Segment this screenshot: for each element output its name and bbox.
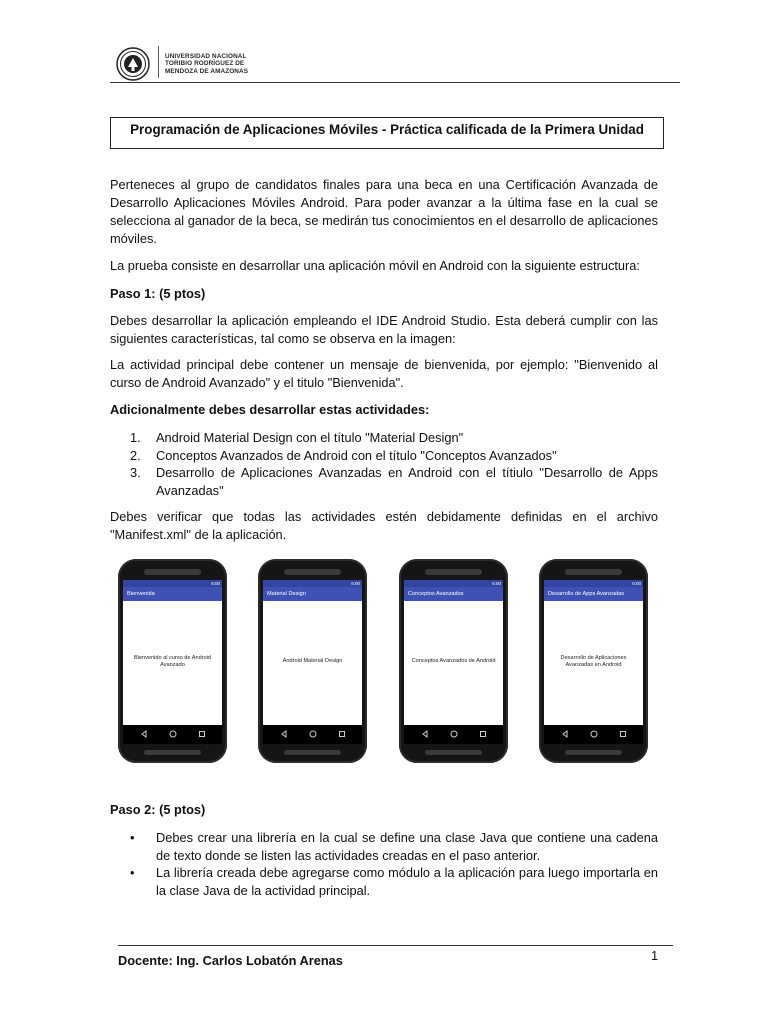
page-header bbox=[110, 42, 680, 83]
activities-list bbox=[130, 429, 658, 499]
list-item bbox=[130, 829, 658, 864]
phone-mockup bbox=[399, 559, 508, 763]
document-title: Programación de Aplicaciones Móviles - Práctica calificada de la Primera Unidad bbox=[130, 122, 644, 137]
page-number: 1 bbox=[651, 948, 659, 963]
phone-speaker bbox=[284, 569, 341, 575]
list-item bbox=[130, 464, 658, 499]
list-item-text: Conceptos Avanzados de Android con el título "Conceptos Avanzados" bbox=[156, 447, 557, 463]
status-bar bbox=[544, 580, 643, 587]
step1-heading: Paso 1: (5 ptos) bbox=[110, 286, 206, 301]
footer-divider bbox=[118, 945, 673, 946]
list-item bbox=[130, 864, 658, 899]
status-bar bbox=[263, 580, 362, 587]
activity-message: Conceptos Avanzados de Android bbox=[411, 658, 496, 664]
manifest-paragraph: Debes verificar que todas las actividades estén debidamente definidas en el archivo "Manifest.xml" de la aplicación. bbox=[110, 509, 658, 542]
phone-mockup bbox=[118, 559, 227, 763]
activity-message: Desarrollo de Aplicaciones Avanzadas en Android bbox=[560, 655, 627, 668]
app-bar-title: Bienvenida bbox=[127, 591, 155, 597]
bullet-marker: • bbox=[130, 830, 135, 845]
list-number: 2. bbox=[130, 447, 141, 463]
university-name-line2: TORIBIO RODRÍGUEZ DE bbox=[165, 60, 245, 68]
phone-speaker bbox=[425, 569, 482, 575]
app-bar-title: Material Design bbox=[267, 591, 306, 597]
nav-bar bbox=[123, 725, 222, 744]
university-name-line3: MENDOZA DE AMAZONAS bbox=[165, 67, 249, 75]
phone-speaker bbox=[144, 569, 201, 575]
phone-mockup bbox=[258, 559, 367, 763]
recent-apps-icon[interactable] bbox=[618, 729, 628, 739]
step2-heading: Paso 2: (5 ptos) bbox=[110, 802, 206, 817]
step1-paragraph: Debes desarrollar la aplicación empleando el IDE Android Studio. Esta deberá cumplir con las siguientes características, tal como se observa en la imagen: bbox=[110, 313, 658, 346]
phone-screen bbox=[544, 580, 643, 744]
back-icon[interactable] bbox=[139, 729, 149, 739]
app-bar-title: Desarrollo de Apps Avanzadas bbox=[548, 591, 625, 597]
phone-screen bbox=[404, 580, 503, 744]
phone-screen bbox=[123, 580, 222, 744]
phone-speaker bbox=[425, 750, 482, 755]
nav-bar bbox=[544, 725, 643, 744]
phone-speaker bbox=[284, 750, 341, 755]
back-icon[interactable] bbox=[420, 729, 430, 739]
app-bar bbox=[123, 587, 222, 601]
university-seal-icon bbox=[116, 47, 150, 81]
university-name bbox=[165, 53, 248, 75]
recent-apps-icon[interactable] bbox=[337, 729, 347, 739]
app-bar-title: Conceptos Avanzados bbox=[408, 591, 464, 597]
list-number: 3. bbox=[130, 465, 141, 480]
intro-paragraph: Perteneces al grupo de candidatos finales para una beca en una Certificación Avanzada de Desarrollo Aplicaciones Móviles Android. Para poder avanzar a la última fase en la cual se selecciona al ganador de la beca, se medirán tus conocimientos en el desarrollo de aplicaciones móviles. bbox=[110, 177, 658, 246]
status-time: 6:00 bbox=[211, 581, 220, 586]
list-item-text: Debes crear una librería en la cual se define una clase Java que contiene una cadena de texto donde se listen las actividades creadas en el paso anterior. bbox=[156, 830, 658, 863]
list-item-text: Android Material Design con el título "Material Design" bbox=[156, 430, 464, 445]
welcome-paragraph: La actividad principal debe contener un mensaje de bienvenida, por ejemplo: "Bienvenido al curso de Android Avanzado" y el titulo "Bienvenida". bbox=[110, 357, 658, 390]
additional-activities-heading: Adicionalmente debes desarrollar estas actividades: bbox=[110, 402, 430, 417]
phones-figure bbox=[118, 559, 652, 763]
nav-bar bbox=[404, 725, 503, 744]
app-bar bbox=[263, 587, 362, 601]
activity-message: Android Material Design bbox=[282, 658, 343, 664]
list-item bbox=[130, 447, 658, 465]
activity-message: Bienvenido al curso de Android Avanzado bbox=[133, 655, 212, 668]
university-name-line1: UNIVERSIDAD NACIONAL bbox=[165, 53, 247, 60]
status-bar bbox=[123, 580, 222, 587]
status-time: 6:00 bbox=[351, 581, 360, 586]
recent-apps-icon[interactable] bbox=[197, 729, 207, 739]
status-time: 6:00 bbox=[492, 581, 501, 586]
nav-bar bbox=[263, 725, 362, 744]
home-icon[interactable] bbox=[168, 729, 178, 739]
back-icon[interactable] bbox=[560, 729, 570, 739]
home-icon[interactable] bbox=[589, 729, 599, 739]
phone-speaker bbox=[565, 569, 622, 575]
phone-mockup bbox=[539, 559, 648, 763]
status-bar bbox=[404, 580, 503, 587]
list-number: 1. bbox=[130, 430, 141, 445]
list-item bbox=[130, 429, 658, 447]
recent-apps-icon[interactable] bbox=[478, 729, 488, 739]
title-box bbox=[110, 117, 664, 149]
phone-screen bbox=[263, 580, 362, 744]
header-divider bbox=[158, 46, 159, 78]
phone-speaker bbox=[144, 750, 201, 755]
footer-docente: Docente: Ing. Carlos Lobatón Arenas bbox=[118, 953, 343, 968]
status-time: 6:00 bbox=[632, 581, 641, 586]
app-bar bbox=[544, 587, 643, 601]
structure-paragraph: La prueba consiste en desarrollar una aplicación móvil en Android con la siguiente estructura: bbox=[110, 258, 640, 273]
app-bar bbox=[404, 587, 503, 601]
back-icon[interactable] bbox=[279, 729, 289, 739]
list-item-text: La librería creada debe agregarse como módulo a la aplicación para luego importarla en la clase Java de la actividad principal. bbox=[156, 865, 658, 898]
step2-bullet-list bbox=[130, 829, 658, 899]
home-icon[interactable] bbox=[449, 729, 459, 739]
phone-speaker bbox=[565, 750, 622, 755]
home-icon[interactable] bbox=[308, 729, 318, 739]
bullet-marker: • bbox=[130, 865, 135, 880]
list-item-text: Desarrollo de Aplicaciones Avanzadas en Android con el títiulo "Desarrollo de Apps Avanzadas" bbox=[156, 465, 658, 498]
